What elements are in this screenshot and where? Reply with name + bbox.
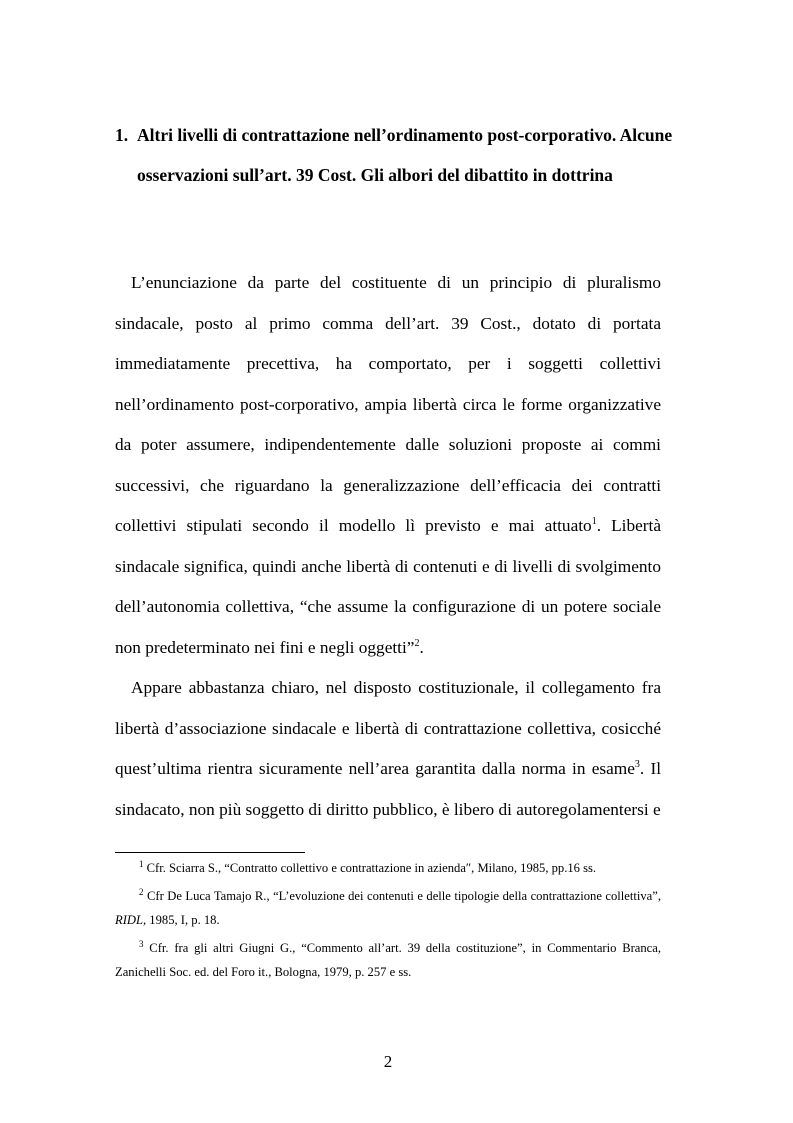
footnote-2-number: 2 bbox=[139, 886, 144, 897]
body-text bbox=[115, 263, 661, 830]
page-number: 2 bbox=[383, 1052, 393, 1071]
footnote-3-text: Cfr. fra gli altri Giugni G., “Commento all’art. 39 della costituzione”, in Commentario Branca, Zanichelli Soc. ed. del Foro it., Bologna, 1979, p. 257 e ss. bbox=[115, 941, 661, 979]
footnote-2-text-end: , 1985, I, p. 18. bbox=[143, 913, 220, 927]
footnote-1-number: 1 bbox=[139, 858, 144, 869]
section-number: 1. bbox=[115, 125, 129, 145]
footnote-3-number: 3 bbox=[139, 938, 144, 949]
footnote-1-text: Cfr. Sciarra S., “Contratto collettivo e contrattazione in azienda″, Milano, 1985, pp.16 ss. bbox=[146, 861, 597, 875]
paragraph-2-part-1: Appare abbastanza chiaro, nel disposto costituzionale, il collegamento fra libertà d’associazione sindacale e libertà di contrattazione collettiva, cosicché quest’ultima rientra sicuramente nell’area garantita dalla norma in esame bbox=[115, 678, 661, 778]
paragraph-1-part-2: . Libertà sindacale significa, quindi anche libertà di contenuti e di livelli di svolgimento dell’autonomia collettiva, “che assume la configurazione di un potere sociale non predeterminato nei fini e negli oggetti” bbox=[115, 516, 661, 657]
footnotes bbox=[115, 856, 661, 988]
section-title: Altri livelli di contrattazione nell’ordinamento post-corporativo. Alcune osservazioni sull’art. 39 Cost. Gli albori del dibattito in dottrina bbox=[137, 125, 673, 185]
footnote-separator bbox=[115, 852, 305, 853]
paragraph-2-part-2: . Il sindacato, non più soggetto di diritto pubblico, è libero di autoregolamentersi e bbox=[115, 759, 661, 819]
footnote-1 bbox=[115, 856, 661, 880]
footnote-ref-3: 3 bbox=[634, 759, 640, 771]
footnote-3 bbox=[115, 936, 661, 984]
paragraph-1 bbox=[115, 263, 661, 668]
footnote-ref-2: 2 bbox=[414, 637, 420, 649]
paragraph-2 bbox=[115, 668, 661, 830]
paragraph-1-part-1: L’enunciazione da parte del costituente di un principio di pluralismo sindacale, posto al primo comma dell’art. 39 Cost., dotato di portata immediatamente precettiva, ha comportato, per i soggetti collettivi nell’ordinamento post-corporativo, ampia libertà circa le forme organizzative da poter assumere, indipendentemente dalle soluzioni proposte ai commi successivi, che riguardano la generalizzazione dell’efficacia dei contratti collettivi stipulati secondo il modello lì previsto e mai attuato bbox=[115, 273, 661, 535]
section-heading bbox=[115, 115, 675, 195]
footnote-2-text: Cfr De Luca Tamajo R., “L’evoluzione dei contenuti e delle tipologie della contrattazione collettiva”, bbox=[146, 889, 661, 903]
footnote-ref-1: 1 bbox=[591, 516, 597, 528]
paragraph-1-part-3: . bbox=[419, 637, 424, 657]
footnote-2 bbox=[115, 884, 661, 932]
footnote-2-journal: RIDL bbox=[115, 913, 143, 927]
